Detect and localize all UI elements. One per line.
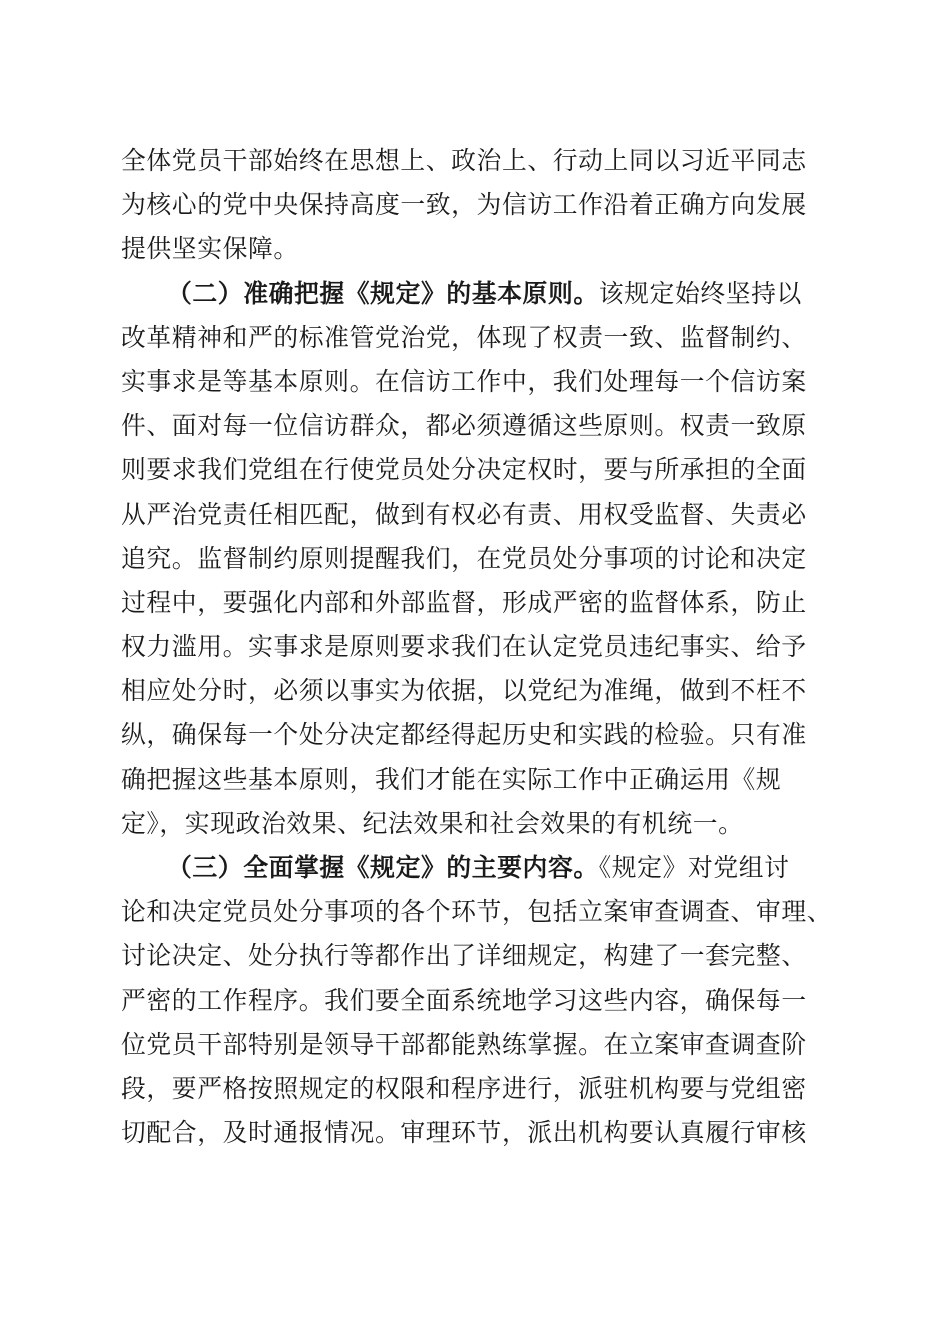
paragraph-2-line-8: 过程中，要强化内部和外部监督，形成严密的监督体系，防止 bbox=[121, 587, 807, 617]
paragraph-2-line-10: 相应处分时，必须以事实为依据，以党纪为准绳，做到不枉不 bbox=[121, 676, 807, 706]
paragraph-1-line-2: 为核心的党中央保持高度一致，为信访工作沿着正确方向发展 bbox=[121, 190, 807, 220]
section-heading-3: （三）全面掌握《规定》的主要内容。 bbox=[167, 853, 599, 882]
paragraph-2-line-9: 权力滥用。实事求是原则要求我们在认定党员违纪事实、给予 bbox=[121, 632, 807, 662]
paragraph-3-line-4: 严密的工作程序。我们要全面系统地学习这些内容，确保每一 bbox=[121, 985, 807, 1015]
paragraph-2-first-line bbox=[121, 272, 826, 316]
paragraph-3-line-6: 段，要严格按照规定的权限和程序进行，派驻机构要与党组密 bbox=[121, 1073, 807, 1103]
paragraph-2-line-5: 则要求我们党组在行使党员处分决定权时，要与所承担的全面 bbox=[121, 455, 807, 485]
paragraph-2-first-line-text: 该规定始终坚持以 bbox=[598, 278, 802, 308]
paragraph-3-line-5: 位党员干部特别是领导干部都能熟练掌握。在立案审查调查阶 bbox=[121, 1029, 807, 1059]
paragraph-2-line-4: 件、面对每一位信访群众，都必须遵循这些原则。权责一致原 bbox=[121, 411, 807, 441]
paragraph-1-line-1: 全体党员干部始终在思想上、政治上、行动上同以习近平同志 bbox=[121, 146, 807, 175]
paragraph-2-line-11: 纵，确保每一个处分决定都经得起历史和实践的检验。只有准 bbox=[121, 720, 807, 750]
paragraph-2-line-2: 改革精神和严的标准管党治党，体现了权责一致、监督制约、 bbox=[121, 322, 807, 352]
paragraph-3-line-7: 切配合，及时通报情况。审理环节，派出机构要认真履行审核 bbox=[121, 1118, 807, 1148]
paragraph-1-line-3: 提供坚实保障。 bbox=[121, 234, 299, 264]
paragraph-2-line-12: 确把握这些基本原则，我们才能在实际工作中正确运用《规 bbox=[121, 764, 782, 794]
paragraph-2-line-7: 追究。监督制约原则提醒我们，在党员处分事项的讨论和决定 bbox=[121, 543, 807, 573]
paragraph-2-line-3: 实事求是等基本原则。在信访工作中，我们处理每一个信访案 bbox=[121, 366, 807, 396]
paragraph-3-first-line-text: 《规定》对党组讨 bbox=[598, 853, 790, 882]
section-heading-2: （二）准确把握《规定》的基本原则。 bbox=[167, 278, 599, 308]
paragraph-2-line-13: 定》，实现政治效果、纪法效果和社会效果的有机统一。 bbox=[121, 808, 744, 838]
document-body bbox=[121, 139, 833, 1155]
paragraph-3-line-3: 讨论决定、处分执行等都作出了详细规定，构建了一套完整、 bbox=[121, 941, 807, 971]
paragraph-3-first-line bbox=[121, 846, 826, 890]
paragraph-3-line-2: 论和决定党员处分事项的各个环节，包括立案审查调查、审理、 bbox=[121, 897, 833, 927]
paragraph-2-line-6: 从严治党责任相匹配，做到有权必有责、用权受监督、失责必 bbox=[121, 499, 807, 529]
